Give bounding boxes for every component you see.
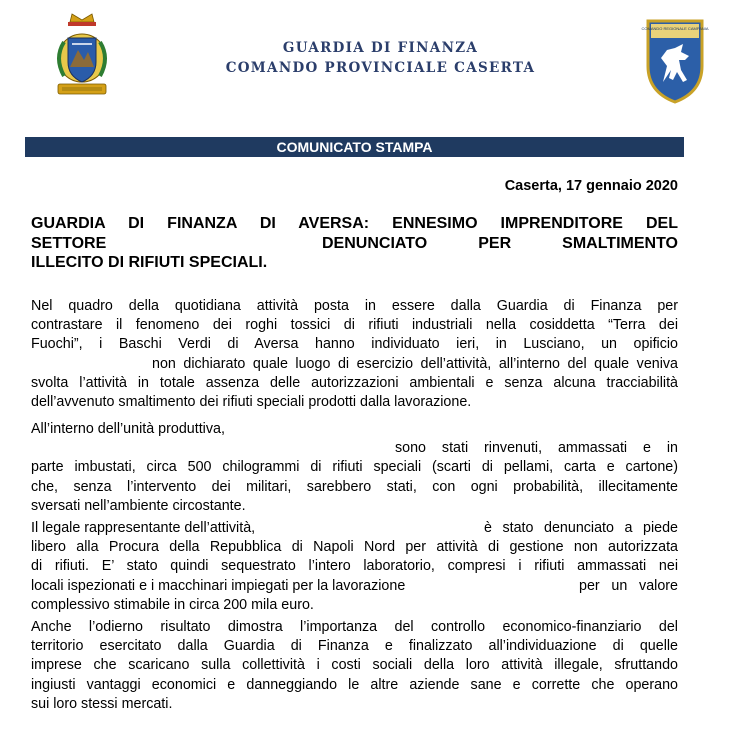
p4-line: imprese che scaricano sulla collettività i costi sociali della loro attività illegale, sfruttando — [31, 657, 678, 674]
p2-line: che, senza l’intervento dei militari, sarebbero stati, con ogni probabilità, illecitamente — [31, 478, 678, 495]
p4-line: sui loro stessi mercati. — [31, 695, 173, 712]
p1-line: Nel quadro della quotidiana attività posta in essere dalla Guardia di Finanza per — [31, 298, 678, 314]
p3-line: libero alla Procura della Repubblica di Napoli Nord per attività di gestione non autorizzata — [31, 539, 678, 556]
p4-line: ingiusti vantaggi economici e danneggiando le altre aziende sane e corrette che operano — [31, 676, 678, 693]
p3-line: complessivo stimabile in circa 200 mila euro. — [31, 596, 314, 613]
p1-line: non dichiarato quale luogo di esercizio dell’attività, all’interno del quale veniva — [152, 355, 678, 372]
guardia-di-finanza-emblem — [50, 12, 114, 104]
p2-line: parte imbustati, circa 500 chilogrammi di rifiuti speciali (scarti di pellami, carta e cartone) — [31, 459, 678, 476]
p1-line: dell’avvenuto smaltimento dei rifiuti speciali prodotti dalla lavorazione. — [31, 394, 472, 411]
p3-line: di rifiuti. E’ stato quindi sequestrato l’intero laboratorio, compresi i rifiuti ammassati nei — [31, 558, 678, 575]
paragraph-1 — [31, 297, 678, 412]
p2-line: sversati nell’ambiente circostante. — [31, 497, 246, 514]
headline-line-1: GUARDIA DI FINANZA DI AVERSA: ENNESIMO IMPRENDITORE DEL — [31, 215, 678, 232]
headline-line-2-start: SETTORE — [31, 234, 107, 252]
p1-line: Fuochi”, i Baschi Verdi di Aversa hanno individuato ieri, in Lusciano, un opificio — [31, 336, 678, 353]
p1-line: contrastare il fenomeno dei roghi tossici di rifiuti industriali nella cosiddetta “Terra dei — [31, 317, 678, 334]
p3-line: Il legale rappresentante dell’attività, è stato denunciato a piede — [31, 520, 678, 536]
press-release-banner: COMUNICATO STAMPA — [25, 137, 684, 157]
paragraph-4 — [31, 618, 678, 714]
headline-line-2-end: DENUNCIATO PER SMALTIMENTO — [322, 234, 678, 252]
regional-command-shield — [641, 18, 709, 104]
p4-line: Anche l’odierno risultato dimostra l’importanza del controllo economico-finanziario del — [31, 619, 678, 635]
header-title: GUARDIA DI FINANZA — [282, 40, 479, 56]
paragraph-3 — [31, 519, 678, 615]
headline-line-2 — [31, 234, 678, 254]
paragraph-2 — [31, 420, 678, 516]
header-subtitle: COMANDO PROVINCIALE CASERTA — [225, 60, 536, 76]
p2-line: sono stati rinvenuti, ammassati e in — [395, 440, 678, 457]
release-date: Caserta, 17 gennaio 2020 — [504, 178, 678, 194]
p1-line: svolta l’attività in totale assenza delle autorizzazioni ambientali e senza alcuna tracciabilità — [31, 374, 678, 391]
shield-text: COMANDO REGIONALE CAMPANIA — [641, 26, 709, 31]
p2-line: All’interno dell’unità produttiva, — [31, 421, 225, 437]
headline — [31, 214, 678, 273]
p4-line: territorio esercitato dalla Guardia di Finanza e finalizzato all’individuazione di quelle — [31, 638, 678, 655]
headline-line-3: ILLECITO DI RIFIUTI SPECIALI. — [31, 254, 268, 271]
p3-line: locali ispezionati e i macchinari impiegati per la lavorazione per un valore — [31, 577, 678, 594]
